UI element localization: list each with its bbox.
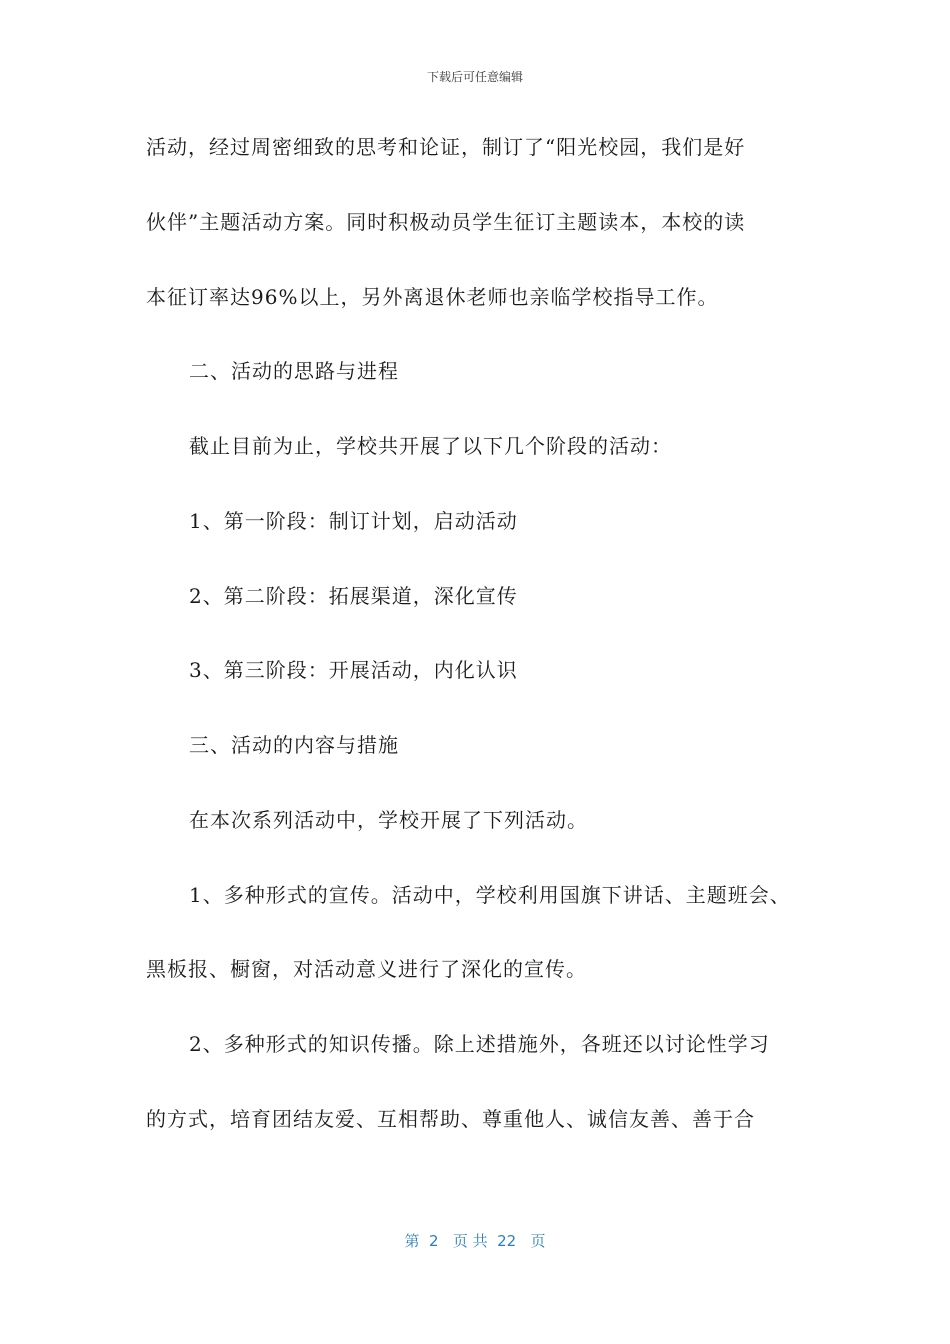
list-item-stage-3: 3、第三阶段：开展活动，内化认识 <box>189 658 518 682</box>
body-line-13: 2、多种形式的知识传播。除上述措施外，各班还以讨论性学习 <box>189 1032 770 1056</box>
list-item-stage-2: 2、第二阶段：拓展渠道，深化宣传 <box>189 584 518 608</box>
page-footer: 第 2 页 共 22 页 <box>404 1232 546 1250</box>
section-heading-2: 二、活动的思路与进程 <box>189 359 399 383</box>
body-line-11: 1、多种形式的宣传。活动中，学校利用国旗下讲话、主题班会、 <box>189 883 791 907</box>
body-line-3: 本征订率达96%以上，另外离退休老师也亲临学校指导工作。 <box>146 285 719 309</box>
section-heading-3: 三、活动的内容与措施 <box>189 733 399 757</box>
body-line-1: 活动，经过周密细致的思考和论证，制订了“阳光校园，我们是好 <box>146 135 746 159</box>
list-item-stage-1: 1、第一阶段：制订计划，启动活动 <box>189 509 518 533</box>
body-line-5: 截止目前为止，学校共开展了以下几个阶段的活动： <box>189 434 672 458</box>
body-line-12: 黑板报、橱窗，对活动意义进行了深化的宣传。 <box>146 957 587 981</box>
body-line-10: 在本次系列活动中，学校开展了下列活动。 <box>189 808 588 832</box>
page-header: 下载后可任意编辑 <box>426 70 523 84</box>
body-line-14: 的方式，培育团结友爱、互相帮助、尊重他人、诚信友善、善于合 <box>146 1107 755 1131</box>
body-line-2: 伙伴”主题活动方案。同时积极动员学生征订主题读本，本校的读 <box>146 210 746 234</box>
